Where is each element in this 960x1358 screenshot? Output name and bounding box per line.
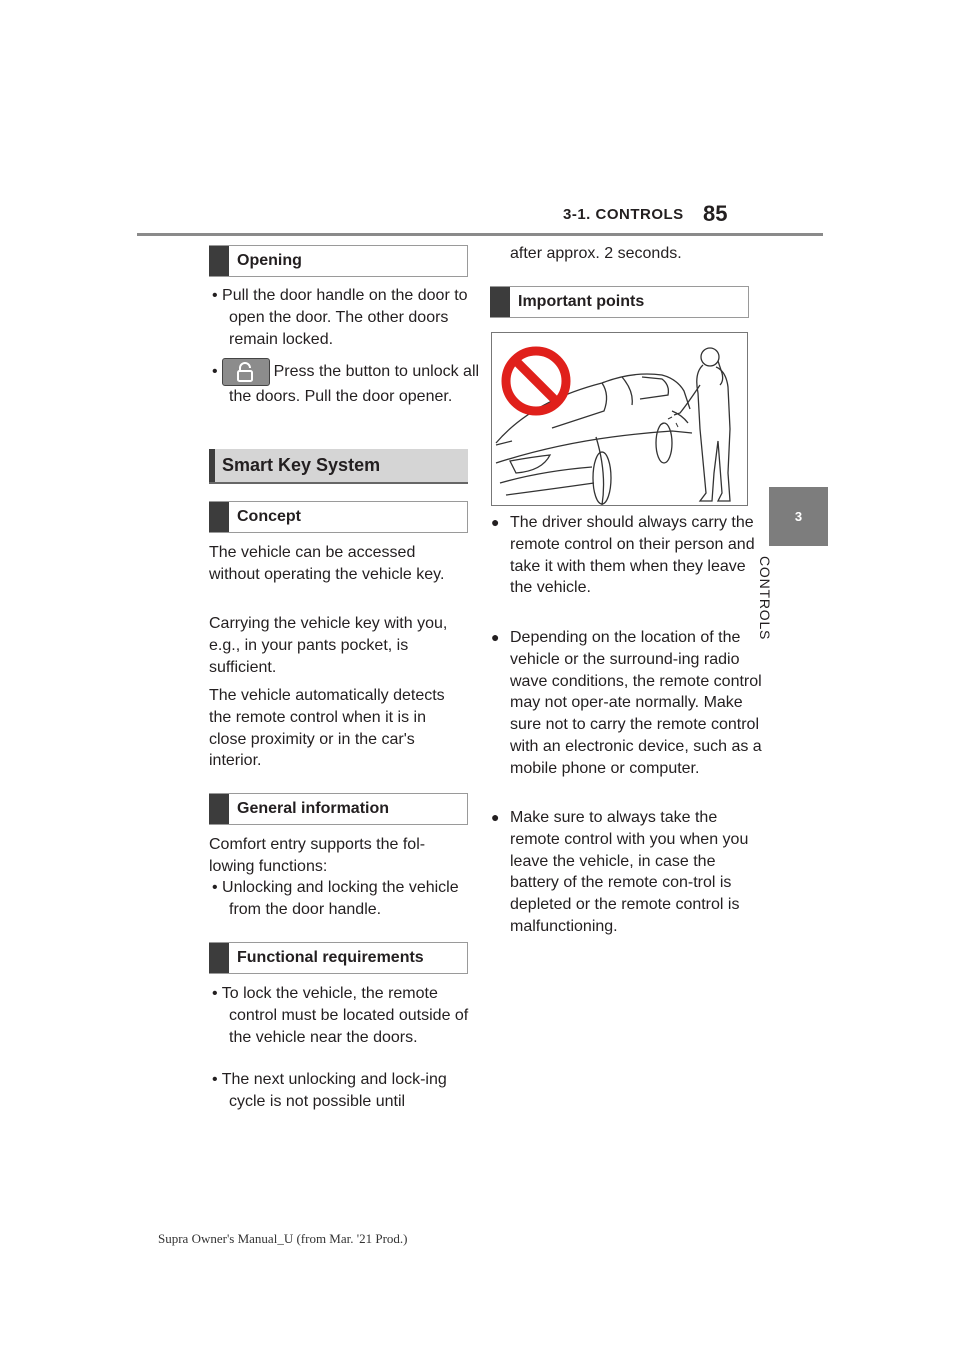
general-para-1: Comfort entry supports the fol-lowing functions:	[209, 836, 426, 875]
unlock-icon	[222, 358, 270, 386]
prohibited-icon	[506, 351, 566, 411]
important-point-2: ● Depending on the location of the vehicle or the surround-ing radio wave conditions, the remote control may not oper-ate normally. Make sure not to carry the remote control with an electronic device, such as a mobile phone or computer.	[491, 629, 762, 777]
general-info-heading: General information	[209, 793, 468, 825]
continuation-text: after approx. 2 seconds.	[510, 245, 682, 262]
functional-bullet-2: • The next unlocking and lock-ing cycle is not possible until	[212, 1071, 447, 1110]
header-rule	[137, 233, 823, 236]
illustration-car-key	[491, 332, 748, 506]
opening-bullet-1: • Pull the door handle on the door to open the door. The other doors remain locked.	[212, 287, 468, 348]
section-underline	[209, 482, 468, 484]
important-point-1: ● The driver should always carry the remote control on their person and take it with them when they leave the vehicle.	[491, 514, 755, 597]
concept-para-2: Carrying the vehicle key with you, e.g., in your pants pocket, is sufficient.	[209, 615, 448, 676]
opening-bullet-2: • Press the button to unlock all the doors. Pull the door opener.	[212, 358, 481, 408]
chapter-tab[interactable]	[769, 487, 828, 546]
smart-key-heading: Smart Key System	[209, 449, 468, 482]
opening-heading: Opening	[209, 245, 468, 277]
concept-para-1: The vehicle can be accessed without operating the vehicle key.	[209, 544, 445, 583]
important-point-3: ● Make sure to always take the remote control with you when you leave the vehicle, in case the battery of the remote con-trol is depleted or the remote control is malfunctioning.	[491, 809, 749, 935]
chapter-label: CONTROLS	[757, 556, 773, 641]
functional-req-heading: Functional requirements	[209, 942, 468, 974]
car-person-illustration	[492, 333, 748, 506]
concept-heading: Concept	[209, 501, 468, 533]
important-points-heading: Important points	[490, 286, 749, 318]
section-title: 3-1. CONTROLS	[563, 206, 684, 223]
general-bullet-1: • Unlocking and locking the vehicle from the door handle.	[212, 879, 459, 918]
page-number: 85	[703, 201, 728, 226]
concept-para-3: The vehicle automatically detects the remote control when it is in close proximity or in the car's interior.	[209, 687, 445, 770]
footer-text: Supra Owner's Manual_U (from Mar. '21 Prod.)	[158, 1231, 408, 1246]
functional-bullet-1: • To lock the vehicle, the remote control must be located outside of the vehicle near the doors.	[212, 985, 469, 1046]
chapter-number: 3	[794, 509, 803, 524]
